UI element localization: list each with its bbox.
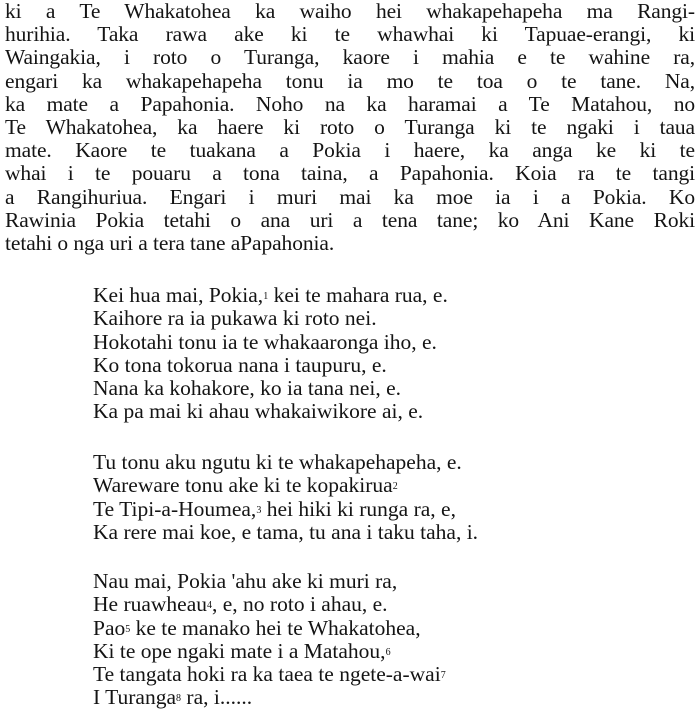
poem-line-tail: kei te mahara rua, e. (268, 283, 448, 307)
poem-line (93, 331, 693, 354)
poem-line-text: Ka rere mai koe, e tama, tu ana i taku taha, i. (93, 519, 479, 544)
poem-line-text: Te Tipi-a-Houmea, (93, 496, 257, 521)
poem-line (93, 570, 693, 593)
prose-line: ka mate a Papahonia. Noho na ka haramai a Te Matahou, no (5, 91, 695, 116)
prose-line: whai i te pouaru a tona taina, a Papahonia. Koia ra te tangi (5, 161, 695, 186)
poem-line (93, 617, 693, 640)
footnote-marker: 5 (125, 623, 131, 635)
footnote-marker: 2 (392, 481, 398, 493)
poem-line-tail: hei hiki ki runga ra, e, (261, 496, 456, 521)
footnote-marker: 4 (207, 600, 213, 612)
poem-line (93, 400, 693, 423)
prose-paragraph (5, 0, 695, 255)
poem-line-text: Ki te ope ngaki mate i a Matahou, (93, 638, 386, 663)
prose-line: hurihia. Taka rawa ake ki te whawhai ki Tapuae-erangi, ki (5, 22, 695, 47)
poem-line-tail: ra, i...... (181, 685, 253, 710)
poem-line (93, 451, 693, 474)
poem-line-text: Hokotahi tonu ia te whakaaronga iho, e. (93, 329, 437, 354)
poem-line-text: Ko tona tokorua nana i taupuru, e. (93, 352, 387, 377)
poem-line-text: Kei hua mai, Pokia, (93, 283, 264, 307)
poem-line (93, 284, 693, 307)
poem-line (93, 663, 693, 686)
poem-line-text: He ruawheau (93, 592, 208, 617)
prose-line: Rawinia Pokia tetahi o ana uri a tena tane; ko Ani Kane Roki (5, 207, 695, 232)
poem-stanza-2 (93, 451, 693, 544)
poem-line-text: Tu tonu aku ngutu ki te whakapehapeha, e. (93, 450, 462, 474)
poem-line (93, 474, 693, 497)
poem-stanza-3 (93, 570, 693, 710)
poem-line (93, 640, 693, 663)
prose-line: tetahi o nga uri a tera tane aPapahonia. (5, 231, 335, 256)
prose-line: ki a Te Whakatohea ka waiho hei whakapehapeha ma Rangi- (5, 0, 695, 23)
prose-line: a Rangihuriua. Engari i muri mai ka moe ia i a Pokia. Ko (5, 184, 695, 209)
prose-line: Te Whakatohea, ka haere ki roto o Turanga ki te ngaki i taua (5, 115, 695, 140)
poem-line-text: Wareware tonu ake ki te kopakirua (93, 473, 393, 498)
poem-line-tail: ke te manako hei te Whakatohea, (130, 615, 421, 640)
footnote-marker: 1 (263, 291, 269, 302)
poem-line-tail: , e, no roto i ahau, e. (212, 592, 388, 617)
prose-line: engari ka whakapehapeha tonu ia mo te toa o te tane. Na, (5, 68, 695, 93)
poem-line (93, 593, 693, 616)
poem-line (93, 377, 693, 400)
poem-line (93, 521, 693, 544)
poem-line-text: Nau mai, Pokia 'ahu ake ki muri ra, (93, 569, 398, 593)
poem-line-text: I Turanga (93, 685, 177, 710)
prose-line: Waingakia, i roto o Turanga, kaore i mahia e te wahine ra, (5, 45, 695, 70)
poem-line (93, 686, 693, 709)
poem-line-text: Te tangata hoki ra ka taea te ngete-a-wai (93, 662, 441, 687)
footnote-marker: 6 (385, 646, 391, 658)
poem-line (93, 498, 693, 521)
footnote-marker: 3 (256, 504, 262, 516)
poem-stanza-1 (93, 284, 693, 424)
poem-line (93, 307, 693, 330)
poem-line (93, 354, 693, 377)
footnote-marker: 8 (176, 693, 182, 705)
footnote-marker: 7 (440, 670, 446, 682)
poem-line-text: Nana ka kohakore, ko ia tana nei, e. (93, 376, 402, 401)
poem-line-text: Ka pa mai ki ahau whakaiwikore ai, e. (93, 399, 424, 424)
poem-line-text: Kaihore ra ia pukawa ki roto nei. (93, 306, 377, 331)
poem-line-text: Pao (93, 615, 126, 640)
prose-line: mate. Kaore te tuakana a Pokia i haere, ka anga ke ki te (5, 138, 695, 163)
